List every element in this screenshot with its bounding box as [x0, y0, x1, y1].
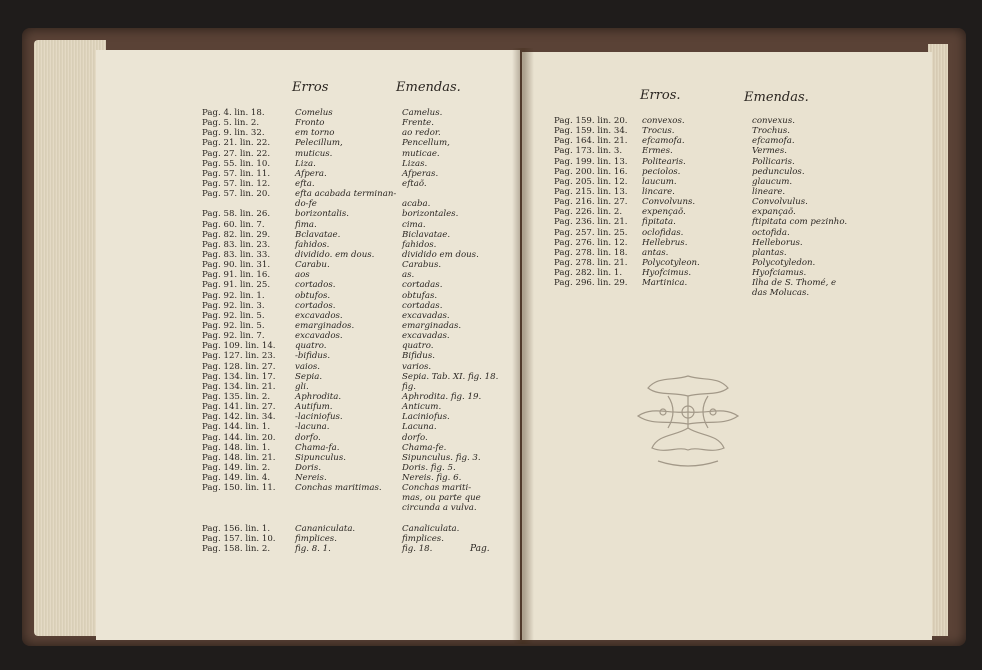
- errata-location: Pag. 92. lin. 3.: [202, 300, 265, 311]
- errata-location: Pag. 91. lin. 25.: [202, 280, 271, 291]
- errata-location: Pag. 109. lin. 14.: [202, 341, 276, 352]
- errata-location: Pag. 127. lin. 23.: [202, 351, 276, 362]
- errata-error: vaios.: [295, 361, 321, 372]
- errata-error: excavados.: [295, 310, 343, 321]
- errata-location: Pag. 158. lin. 2.: [202, 544, 271, 555]
- errata-row: [202, 362, 502, 372]
- errata-error: Sipunculus.: [295, 452, 346, 463]
- errata-location: Pag. 9. lin. 32.: [202, 128, 265, 139]
- errata-error: Politearis.: [642, 156, 686, 167]
- errata-row: [554, 288, 904, 298]
- errata-location: Pag. 150. lin. 11.: [202, 483, 276, 494]
- left-header-erros: Erros: [292, 80, 329, 95]
- errata-location: Pag. 149. lin. 2.: [202, 462, 271, 473]
- errata-correction: cima.: [402, 219, 426, 230]
- errata-row: [202, 149, 502, 159]
- errata-error: Carabu.: [295, 260, 330, 271]
- errata-row: [202, 341, 502, 351]
- errata-row: [554, 217, 904, 227]
- errata-correction: Sipunculus. fig. 3.: [402, 452, 481, 463]
- errata-row: [202, 473, 502, 483]
- errata-correction: Camelus.: [402, 108, 443, 118]
- errata-correction: circunda a vulva.: [402, 503, 477, 514]
- errata-error: borizontalis.: [295, 209, 349, 220]
- errata-location: Pag. 278. lin. 18.: [554, 247, 628, 258]
- book-gutter: [512, 48, 534, 644]
- errata-location: Pag. 236. lin. 21.: [554, 217, 628, 228]
- errata-location: Pag. 276. lin. 12.: [554, 237, 628, 248]
- errata-error: Ermes.: [642, 146, 673, 157]
- errata-location: Pag. 164. lin. 21.: [554, 136, 628, 147]
- errata-correction: fig.: [402, 381, 416, 392]
- errata-error: muticus.: [295, 148, 333, 159]
- errata-row: [554, 157, 904, 167]
- errata-error: quatro.: [295, 341, 327, 352]
- right-header-emendas: Emendas.: [744, 90, 809, 105]
- errata-row: [202, 189, 502, 199]
- errata-correction: Nereis. fig. 6.: [402, 473, 462, 484]
- errata-location: Pag. 226. lin. 2.: [554, 207, 623, 218]
- errata-row: [202, 280, 502, 290]
- errata-correction: cortadas.: [402, 300, 443, 311]
- errata-row: [202, 260, 502, 270]
- errata-correction: Afperas.: [402, 168, 439, 179]
- errata-location: Pag. 200. lin. 16.: [554, 166, 628, 177]
- errata-error: obtufos.: [295, 290, 331, 301]
- errata-correction: pedunculos.: [752, 166, 805, 177]
- errata-row: [202, 159, 502, 169]
- errata-correction: Sepia. Tab. XI. fig. 18.: [402, 371, 499, 382]
- errata-location: Pag. 135. lin. 2.: [202, 391, 271, 402]
- errata-error: oclofidas.: [642, 227, 684, 238]
- errata-error: Polycotyleon.: [642, 257, 700, 268]
- errata-row: [202, 483, 502, 493]
- errata-location: Pag. 173. lin. 3.: [554, 146, 623, 157]
- errata-error: efta acabada terminan-: [295, 189, 397, 200]
- errata-row: [554, 197, 904, 207]
- errata-error: efcamofa.: [642, 136, 685, 147]
- errata-correction: Trochus.: [752, 126, 791, 137]
- errata-correction: Ilha de S. Thomé, e: [752, 278, 837, 289]
- errata-error: gli.: [295, 381, 309, 392]
- errata-location: Pag. 216. lin. 27.: [554, 197, 628, 208]
- errata-row: [202, 250, 502, 260]
- errata-error: Trocus.: [642, 126, 675, 137]
- left-header-emendas: Emendas.: [396, 80, 461, 95]
- errata-error: lincare.: [642, 186, 675, 197]
- errata-correction: Helleborus.: [752, 237, 803, 248]
- errata-location: Pag. 92. lin. 1.: [202, 290, 265, 301]
- errata-correction: quatro.: [402, 341, 434, 352]
- errata-location: Pag. 58. lin. 26.: [202, 209, 271, 220]
- errata-correction: Pollicaris.: [752, 156, 795, 167]
- errata-row: [202, 331, 502, 341]
- errata-correction: Vermes.: [752, 146, 787, 157]
- errata-location: Pag. 205. lin. 12.: [554, 176, 628, 187]
- errata-correction: plantas.: [752, 247, 787, 258]
- errata-location: Pag. 278. lin. 21.: [554, 257, 628, 268]
- errata-correction: mas, ou parte que: [402, 493, 481, 504]
- errata-correction: dividido em dous.: [402, 249, 479, 260]
- errata-row: [554, 278, 904, 288]
- errata-row: [202, 433, 502, 443]
- errata-error: Comelus: [295, 108, 333, 118]
- errata-correction: Lizas.: [402, 158, 428, 169]
- errata-error: em torno: [295, 128, 335, 139]
- errata-error: Doris.: [295, 462, 322, 473]
- errata-correction: Aphrodita. fig. 19.: [402, 391, 482, 402]
- errata-row: [202, 524, 502, 534]
- errata-error: Convolvuns.: [642, 197, 696, 208]
- errata-row: [554, 268, 904, 278]
- errata-error: Bclavatae.: [295, 229, 341, 240]
- errata-correction: glaucum.: [752, 176, 793, 187]
- errata-row: [202, 422, 502, 432]
- errata-correction: Anticum.: [402, 402, 442, 413]
- errata-error: Conchas maritimas.: [295, 483, 382, 494]
- errata-correction: excavadas.: [402, 310, 450, 321]
- errata-error: do-fe: [295, 199, 317, 210]
- errata-error: expençaõ.: [642, 207, 686, 218]
- errata-location: Pag. 157. lin. 10.: [202, 533, 276, 544]
- errata-error: fima.: [295, 219, 317, 230]
- errata-row: [202, 321, 502, 331]
- errata-row: [202, 544, 502, 554]
- errata-correction: Hyofciamus.: [752, 268, 807, 279]
- errata-error: Chama-fa.: [295, 442, 340, 453]
- errata-correction: fahidos.: [402, 239, 437, 250]
- errata-location: Pag. 83. lin. 23.: [202, 239, 271, 250]
- errata-correction: Carabus.: [402, 260, 442, 271]
- errata-error: Hyofcimus.: [642, 268, 692, 279]
- errata-row: [202, 108, 502, 118]
- errata-row: [202, 220, 502, 230]
- errata-error: Afpera.: [295, 168, 327, 179]
- errata-row: [202, 311, 502, 321]
- errata-error: laucum.: [642, 176, 677, 187]
- errata-row: [554, 167, 904, 177]
- errata-error: efta.: [295, 178, 315, 189]
- errata-correction: Bifidus.: [402, 351, 435, 362]
- errata-row: [202, 179, 502, 189]
- errata-row: [202, 351, 502, 361]
- errata-location: Pag. 144. lin. 20.: [202, 432, 276, 443]
- errata-error: excavados.: [295, 331, 343, 342]
- errata-row: [202, 372, 502, 382]
- errata-correction: octofida.: [752, 227, 790, 238]
- errata-correction: Lacuna.: [402, 422, 437, 433]
- errata-error: fahidos.: [295, 239, 330, 250]
- errata-error: antas.: [642, 247, 669, 258]
- errata-location: Pag. 148. lin. 21.: [202, 452, 276, 463]
- errata-correction: expançaõ.: [752, 207, 796, 218]
- errata-location: Pag. 128. lin. 27.: [202, 361, 276, 372]
- errata-correction: lineare.: [752, 186, 786, 197]
- errata-location: Pag. 82. lin. 29.: [202, 229, 271, 240]
- errata-location: Pag. 83. lin. 33.: [202, 249, 271, 260]
- errata-error: Nereis.: [295, 473, 327, 484]
- errata-error: Sepia.: [295, 371, 323, 382]
- errata-correction: ftipitata com pezinho.: [752, 217, 848, 228]
- errata-error: fimplices.: [295, 533, 337, 544]
- errata-error: Aphrodita.: [295, 391, 342, 402]
- errata-location: Pag. 215. lin. 13.: [554, 186, 628, 197]
- errata-correction: ao redor.: [402, 128, 441, 139]
- errata-row: [554, 136, 904, 146]
- errata-location: Pag. 57. lin. 11.: [202, 168, 271, 179]
- errata-correction: fig. 18.: [402, 544, 433, 555]
- errata-row: [554, 248, 904, 258]
- errata-correction: obtufas.: [402, 290, 438, 301]
- errata-correction: acaba.: [402, 199, 431, 210]
- errata-row: [202, 503, 502, 513]
- errata-error: dividido. em dous.: [295, 249, 375, 260]
- errata-correction: Frente.: [402, 118, 434, 129]
- errata-error: -bifidus.: [295, 351, 331, 362]
- errata-error: Cananiculata.: [295, 523, 356, 534]
- errata-row: [202, 463, 502, 473]
- errata-correction: Pencellum,: [402, 138, 450, 149]
- errata-error: convexos.: [642, 116, 685, 126]
- errata-row: [202, 169, 502, 179]
- errata-location: Pag. 91. lin. 16.: [202, 270, 271, 281]
- errata-location: Pag. 144. lin. 1.: [202, 422, 271, 433]
- errata-location: Pag. 60. lin. 7.: [202, 219, 265, 230]
- errata-error: Liza.: [295, 158, 316, 169]
- errata-location: Pag. 27. lin. 22.: [202, 148, 271, 159]
- right-header-erros: Erros.: [640, 88, 681, 103]
- errata-error: dorfo.: [295, 432, 321, 443]
- errata-error: peciolos.: [642, 166, 681, 177]
- errata-correction: Biclavatae.: [402, 229, 451, 240]
- errata-correction: Laciniofus.: [402, 412, 450, 423]
- errata-location: Pag. 199. lin. 13.: [554, 156, 628, 167]
- right-errata-list: [554, 116, 904, 306]
- errata-row: [202, 392, 502, 402]
- errata-correction: varios.: [402, 361, 432, 372]
- errata-location: Pag. 159. lin. 34.: [554, 126, 628, 137]
- errata-correction: dorfo.: [402, 432, 428, 443]
- errata-row: [202, 514, 502, 524]
- errata-row: [202, 118, 502, 128]
- errata-correction: cortadas.: [402, 280, 443, 291]
- errata-correction: eftaõ.: [402, 178, 427, 189]
- errata-location: Pag. 282. lin. 1.: [554, 268, 623, 279]
- errata-correction: borizontales.: [402, 209, 459, 220]
- errata-correction: emarginadas.: [402, 320, 462, 331]
- errata-location: Pag. 296. lin. 29.: [554, 278, 628, 289]
- errata-correction: Conchas mariti-: [402, 483, 472, 494]
- errata-error: Autifum.: [295, 402, 333, 413]
- errata-row: [202, 270, 502, 280]
- errata-row: [202, 402, 502, 412]
- errata-row: [202, 301, 502, 311]
- errata-row: [554, 187, 904, 197]
- errata-row: [202, 412, 502, 422]
- errata-row: [202, 493, 502, 503]
- errata-correction: Doris. fig. 5.: [402, 462, 456, 473]
- errata-location: Pag. 148. lin. 1.: [202, 442, 271, 453]
- errata-row: [202, 138, 502, 148]
- errata-row: [554, 228, 904, 238]
- errata-row: [554, 207, 904, 217]
- errata-error: Hellebrus.: [642, 237, 688, 248]
- errata-correction: Convolvulus.: [752, 197, 808, 208]
- errata-error: Martinica.: [642, 278, 688, 289]
- errata-error: fig. 8. 1.: [295, 544, 331, 555]
- errata-row: [202, 443, 502, 453]
- errata-error: Pelecillum,: [295, 138, 343, 149]
- errata-location: Pag. 92. lin. 7.: [202, 331, 265, 342]
- errata-correction: efcamofa.: [752, 136, 795, 147]
- errata-error: cortados.: [295, 300, 336, 311]
- errata-correction: as.: [402, 270, 415, 281]
- errata-location: Pag. 55. lin. 10.: [202, 158, 271, 169]
- errata-row: [554, 238, 904, 248]
- errata-location: Pag. 156. lin. 1.: [202, 523, 271, 534]
- errata-row: [202, 382, 502, 392]
- errata-location: Pag. 4. lin. 18.: [202, 108, 265, 118]
- errata-correction: muticae.: [402, 148, 440, 159]
- errata-location: Pag. 92. lin. 5.: [202, 310, 265, 321]
- errata-correction: fimplices.: [402, 533, 444, 544]
- errata-row: [202, 291, 502, 301]
- errata-location: Pag. 159. lin. 20.: [554, 116, 628, 126]
- errata-correction: Chama-fe.: [402, 442, 447, 453]
- errata-error: fipitata.: [642, 217, 676, 228]
- errata-location: Pag. 21. lin. 22.: [202, 138, 271, 149]
- errata-row: [202, 230, 502, 240]
- errata-row: [202, 240, 502, 250]
- errata-location: Pag. 149. lin. 4.: [202, 473, 271, 484]
- errata-location: Pag. 5. lin. 2.: [202, 118, 260, 129]
- floral-ornament-icon: [628, 366, 748, 476]
- errata-row: [554, 146, 904, 156]
- errata-row: [202, 453, 502, 463]
- errata-location: Pag. 90. lin. 31.: [202, 260, 271, 271]
- errata-location: Pag. 134. lin. 17.: [202, 371, 276, 382]
- errata-row: [202, 128, 502, 138]
- errata-correction: Polycotyledon.: [752, 257, 816, 268]
- errata-correction: Canaliculata.: [402, 523, 460, 534]
- errata-error: cortados.: [295, 280, 336, 291]
- errata-row: [554, 258, 904, 268]
- errata-location: Pag. 57. lin. 20.: [202, 189, 271, 200]
- errata-correction: das Molucas.: [752, 288, 810, 299]
- errata-row: [554, 177, 904, 187]
- errata-location: Pag. 134. lin. 21.: [202, 381, 276, 392]
- left-catchword: Pag.: [470, 544, 490, 554]
- errata-row: [554, 116, 904, 126]
- errata-row: [202, 209, 502, 219]
- errata-location: Pag. 92. lin. 5.: [202, 320, 265, 331]
- errata-error: -laciniofus.: [295, 412, 343, 423]
- errata-location: Pag. 141. lin. 27.: [202, 402, 276, 413]
- errata-correction: excavadas.: [402, 331, 450, 342]
- errata-error: Fronto: [295, 118, 325, 129]
- errata-location: Pag. 257. lin. 25.: [554, 227, 628, 238]
- errata-location: Pag. 142. lin. 34.: [202, 412, 276, 423]
- errata-row: [554, 126, 904, 136]
- errata-correction: convexus.: [752, 116, 795, 126]
- errata-row: [202, 534, 502, 544]
- errata-error: -lacuna.: [295, 422, 330, 433]
- errata-error: emarginados.: [295, 320, 355, 331]
- errata-location: Pag. 57. lin. 12.: [202, 178, 271, 189]
- errata-row: [202, 199, 502, 209]
- left-errata-list: [202, 108, 502, 555]
- errata-error: aos: [295, 270, 310, 281]
